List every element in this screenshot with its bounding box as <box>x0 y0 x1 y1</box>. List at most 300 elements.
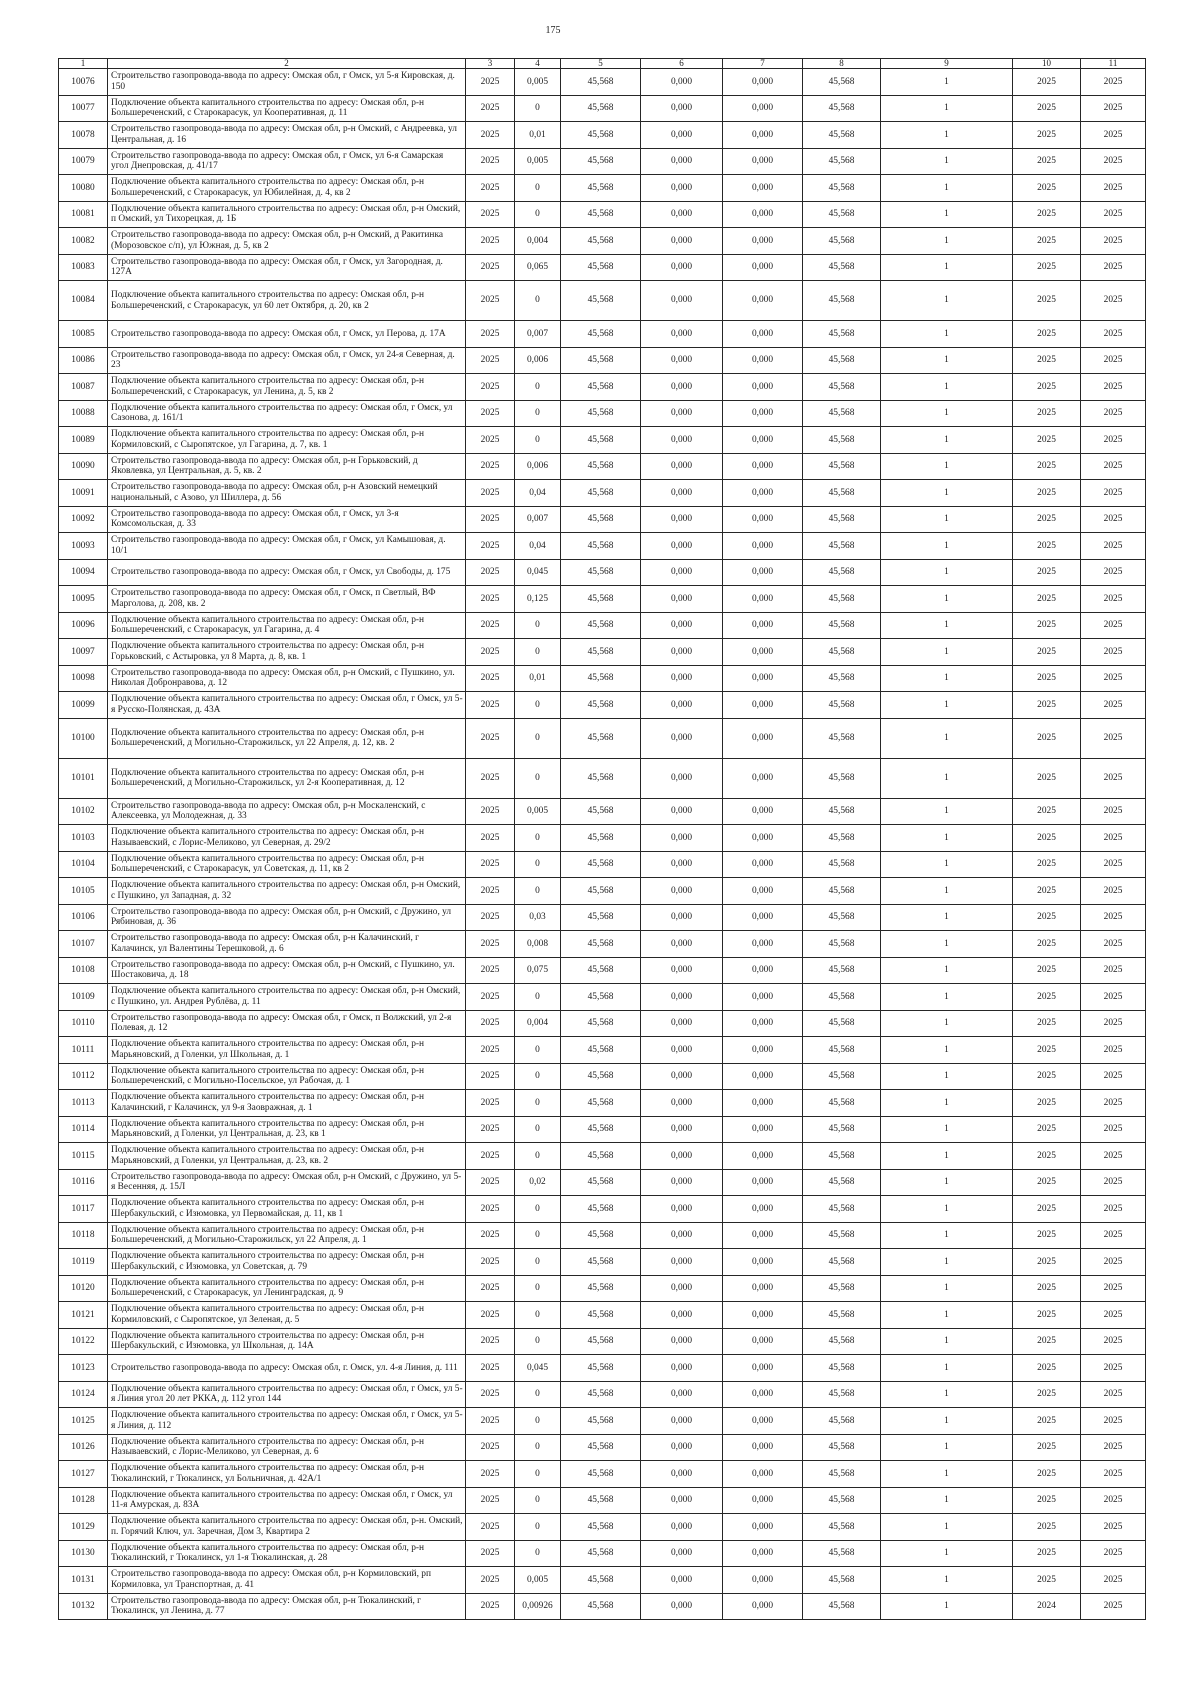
cell-col-10: 2025 <box>1013 692 1081 719</box>
table-row <box>59 1514 1146 1541</box>
table-header <box>59 59 1146 69</box>
cell-col-9: 1 <box>881 904 1013 931</box>
header-cell-9: 9 <box>881 59 1013 69</box>
cell-col-9: 1 <box>881 1328 1013 1355</box>
cell-col-8: 45,568 <box>803 612 881 639</box>
cell-col-9: 1 <box>881 1408 1013 1435</box>
cell-id: 10127 <box>59 1461 108 1488</box>
table-row <box>59 95 1146 122</box>
cell-col-4: 0 <box>515 374 561 401</box>
cell-col-11: 2025 <box>1081 533 1146 560</box>
cell-col-10: 2025 <box>1013 281 1081 321</box>
cell-id: 10128 <box>59 1487 108 1514</box>
cell-col-10: 2025 <box>1013 347 1081 374</box>
cell-col-3: 2025 <box>466 321 515 348</box>
cell-col-5: 45,568 <box>561 1302 641 1329</box>
cell-col-11: 2025 <box>1081 175 1146 202</box>
cell-col-7: 0,000 <box>723 1381 803 1408</box>
cell-id: 10098 <box>59 665 108 692</box>
cell-col-8: 45,568 <box>803 175 881 202</box>
cell-id: 10087 <box>59 374 108 401</box>
cell-description: Строительство газопровода-ввода по адресу: Омская обл, р-н Азовский немецкий национальный, с Азово, ул Шиллера, д. 56 <box>108 480 466 507</box>
cell-col-6: 0,000 <box>641 1249 723 1276</box>
cell-col-4: 0,004 <box>515 1010 561 1037</box>
cell-description: Подключение объекта капитального строительства по адресу: Омская обл, р-н Большереченский, с Могильно-Посельское, ул Рабочая, д. 1 <box>108 1063 466 1090</box>
table-row <box>59 1434 1146 1461</box>
cell-col-10: 2025 <box>1013 878 1081 905</box>
cell-col-10: 2025 <box>1013 1143 1081 1170</box>
cell-col-5: 45,568 <box>561 559 641 586</box>
cell-col-9: 1 <box>881 400 1013 427</box>
cell-col-7: 0,000 <box>723 254 803 281</box>
cell-col-4: 0 <box>515 1249 561 1276</box>
cell-col-6: 0,000 <box>641 1010 723 1037</box>
cell-description: Строительство газопровода-ввода по адресу: Омская обл, г Омск, ул Перова, д. 17А <box>108 321 466 348</box>
cell-col-9: 1 <box>881 228 1013 255</box>
table-row <box>59 718 1146 758</box>
cell-col-6: 0,000 <box>641 639 723 666</box>
table-row <box>59 400 1146 427</box>
cell-col-7: 0,000 <box>723 453 803 480</box>
cell-description: Подключение объекта капитального строительства по адресу: Омская обл, р-н Марьяновский, д Голенки, ул Центральная, д. 23, кв. 2 <box>108 1143 466 1170</box>
cell-col-11: 2025 <box>1081 904 1146 931</box>
cell-col-3: 2025 <box>466 758 515 798</box>
cell-col-3: 2025 <box>466 904 515 931</box>
cell-col-5: 45,568 <box>561 1461 641 1488</box>
cell-col-10: 2025 <box>1013 904 1081 931</box>
cell-id: 10112 <box>59 1063 108 1090</box>
cell-col-11: 2025 <box>1081 148 1146 175</box>
cell-col-10: 2025 <box>1013 201 1081 228</box>
table-row <box>59 612 1146 639</box>
cell-col-10: 2025 <box>1013 1434 1081 1461</box>
cell-col-11: 2025 <box>1081 95 1146 122</box>
cell-col-5: 45,568 <box>561 533 641 560</box>
table-row <box>59 1302 1146 1329</box>
cell-description: Подключение объекта капитального строительства по адресу: Омская обл, р-н Большереченский, с Старокарасук, ул Ленина, д. 5, кв 2 <box>108 374 466 401</box>
cell-col-6: 0,000 <box>641 612 723 639</box>
cell-col-10: 2025 <box>1013 559 1081 586</box>
cell-col-11: 2025 <box>1081 665 1146 692</box>
cell-col-11: 2025 <box>1081 1434 1146 1461</box>
cell-col-5: 45,568 <box>561 1063 641 1090</box>
cell-description: Подключение объекта капитального строительства по адресу: Омская обл, г Омск, ул 5-я Русско-Полянская, д. 43А <box>108 692 466 719</box>
cell-col-11: 2025 <box>1081 347 1146 374</box>
cell-col-8: 45,568 <box>803 374 881 401</box>
cell-col-11: 2025 <box>1081 878 1146 905</box>
cell-col-3: 2025 <box>466 1037 515 1064</box>
cell-id: 10078 <box>59 122 108 149</box>
cell-col-5: 45,568 <box>561 1222 641 1249</box>
cell-col-6: 0,000 <box>641 1434 723 1461</box>
cell-col-9: 1 <box>881 878 1013 905</box>
cell-col-4: 0 <box>515 1037 561 1064</box>
cell-col-4: 0,02 <box>515 1169 561 1196</box>
cell-col-6: 0,000 <box>641 798 723 825</box>
cell-col-8: 45,568 <box>803 1567 881 1594</box>
cell-col-3: 2025 <box>466 1434 515 1461</box>
cell-col-7: 0,000 <box>723 1461 803 1488</box>
cell-description: Строительство газопровода-ввода по адресу: Омская обл, р-н Омский, с Пушкино, ул. Шостаковича, д. 18 <box>108 957 466 984</box>
cell-description: Строительство газопровода-ввода по адресу: Омская обл, г Омск, ул 3-я Комсомольская, д. 33 <box>108 506 466 533</box>
cell-col-11: 2025 <box>1081 758 1146 798</box>
cell-id: 10088 <box>59 400 108 427</box>
cell-col-4: 0 <box>515 1514 561 1541</box>
cell-col-5: 45,568 <box>561 1567 641 1594</box>
cell-col-8: 45,568 <box>803 851 881 878</box>
cell-col-9: 1 <box>881 825 1013 852</box>
cell-col-4: 0 <box>515 612 561 639</box>
cell-id: 10096 <box>59 612 108 639</box>
cell-col-4: 0 <box>515 427 561 454</box>
cell-col-9: 1 <box>881 1116 1013 1143</box>
cell-col-4: 0 <box>515 1090 561 1117</box>
cell-col-7: 0,000 <box>723 201 803 228</box>
cell-col-8: 45,568 <box>803 1196 881 1223</box>
cell-description: Строительство газопровода-ввода по адресу: Омская обл, р-н Омский, с Дружино, ул Рябиновая, д. 36 <box>108 904 466 931</box>
cell-id: 10080 <box>59 175 108 202</box>
cell-id: 10084 <box>59 281 108 321</box>
cell-col-5: 45,568 <box>561 1514 641 1541</box>
cell-col-8: 45,568 <box>803 347 881 374</box>
cell-col-3: 2025 <box>466 931 515 958</box>
cell-col-6: 0,000 <box>641 1461 723 1488</box>
table-row <box>59 692 1146 719</box>
cell-col-6: 0,000 <box>641 1593 723 1620</box>
cell-col-6: 0,000 <box>641 1090 723 1117</box>
cell-col-11: 2025 <box>1081 69 1146 96</box>
header-cell-11: 11 <box>1081 59 1146 69</box>
cell-description: Подключение объекта капитального строительства по адресу: Омская обл, г Омск, ул Сазонова, д. 161/1 <box>108 400 466 427</box>
cell-col-9: 1 <box>881 480 1013 507</box>
cell-col-5: 45,568 <box>561 984 641 1011</box>
table-row <box>59 1196 1146 1223</box>
cell-col-11: 2025 <box>1081 1196 1146 1223</box>
table-row <box>59 1169 1146 1196</box>
cell-col-10: 2025 <box>1013 254 1081 281</box>
cell-col-9: 1 <box>881 453 1013 480</box>
cell-col-8: 45,568 <box>803 1408 881 1435</box>
cell-col-4: 0 <box>515 1302 561 1329</box>
cell-col-11: 2025 <box>1081 1302 1146 1329</box>
cell-col-7: 0,000 <box>723 1169 803 1196</box>
header-cell-8: 8 <box>803 59 881 69</box>
cell-id: 10105 <box>59 878 108 905</box>
cell-col-11: 2025 <box>1081 798 1146 825</box>
table-row <box>59 175 1146 202</box>
cell-col-10: 2025 <box>1013 1514 1081 1541</box>
cell-col-10: 2025 <box>1013 1010 1081 1037</box>
cell-col-5: 45,568 <box>561 1090 641 1117</box>
cell-col-5: 45,568 <box>561 1116 641 1143</box>
cell-col-9: 1 <box>881 69 1013 96</box>
cell-col-10: 2025 <box>1013 506 1081 533</box>
cell-col-10: 2025 <box>1013 931 1081 958</box>
cell-col-9: 1 <box>881 427 1013 454</box>
cell-col-3: 2025 <box>466 586 515 613</box>
cell-id: 10085 <box>59 321 108 348</box>
cell-col-7: 0,000 <box>723 480 803 507</box>
cell-id: 10091 <box>59 480 108 507</box>
cell-description: Подключение объекта капитального строительства по адресу: Омская обл, р-н Большереченский, с Старокарасук, ул Гагарина, д. 4 <box>108 612 466 639</box>
cell-col-10: 2025 <box>1013 1037 1081 1064</box>
cell-col-9: 1 <box>881 374 1013 401</box>
table-row <box>59 427 1146 454</box>
cell-description: Подключение объекта капитального строительства по адресу: Омская обл, р-н Шербакульский, с Изюмовка, ул Первомайская, д. 11, кв 1 <box>108 1196 466 1223</box>
cell-col-5: 45,568 <box>561 957 641 984</box>
table-row <box>59 228 1146 255</box>
cell-col-3: 2025 <box>466 1381 515 1408</box>
cell-col-6: 0,000 <box>641 254 723 281</box>
cell-description: Строительство газопровода-ввода по адресу: Омская обл, г. Омск, ул. 4-я Линия, д. 111 <box>108 1355 466 1382</box>
cell-col-3: 2025 <box>466 148 515 175</box>
cell-description: Подключение объекта капитального строительства по адресу: Омская обл, р-н Называевский, с Лорис-Меликово, ул Северная, д. 6 <box>108 1434 466 1461</box>
cell-col-11: 2025 <box>1081 1355 1146 1382</box>
header-cell-7: 7 <box>723 59 803 69</box>
cell-description: Подключение объекта капитального строительства по адресу: Омская обл, р-н Большереченский, с Старокарасук, ул Юбилейная, д. 4, кв 2 <box>108 175 466 202</box>
cell-col-9: 1 <box>881 321 1013 348</box>
cell-col-11: 2025 <box>1081 427 1146 454</box>
cell-col-4: 0 <box>515 718 561 758</box>
cell-id: 10115 <box>59 1143 108 1170</box>
cell-col-5: 45,568 <box>561 692 641 719</box>
cell-col-8: 45,568 <box>803 665 881 692</box>
cell-id: 10090 <box>59 453 108 480</box>
cell-col-7: 0,000 <box>723 148 803 175</box>
cell-col-9: 1 <box>881 1434 1013 1461</box>
cell-col-11: 2025 <box>1081 1143 1146 1170</box>
cell-col-9: 1 <box>881 1355 1013 1382</box>
cell-col-3: 2025 <box>466 1540 515 1567</box>
cell-col-8: 45,568 <box>803 1514 881 1541</box>
cell-id: 10132 <box>59 1593 108 1620</box>
cell-col-3: 2025 <box>466 1196 515 1223</box>
cell-col-11: 2025 <box>1081 692 1146 719</box>
cell-col-6: 0,000 <box>641 480 723 507</box>
cell-description: Подключение объекта капитального строительства по адресу: Омская обл, г Омск, ул 5-я Линия угол 20 лет РККА, д. 112 угол 144 <box>108 1381 466 1408</box>
table-row <box>59 347 1146 374</box>
cell-col-6: 0,000 <box>641 1037 723 1064</box>
table-row <box>59 1222 1146 1249</box>
cell-col-11: 2025 <box>1081 506 1146 533</box>
cell-col-10: 2025 <box>1013 586 1081 613</box>
cell-col-11: 2025 <box>1081 1169 1146 1196</box>
cell-col-9: 1 <box>881 639 1013 666</box>
cell-col-7: 0,000 <box>723 1090 803 1117</box>
cell-id: 10095 <box>59 586 108 613</box>
cell-col-11: 2025 <box>1081 1328 1146 1355</box>
cell-id: 10131 <box>59 1567 108 1594</box>
cell-col-9: 1 <box>881 1302 1013 1329</box>
table-row <box>59 374 1146 401</box>
cell-col-5: 45,568 <box>561 1487 641 1514</box>
cell-col-6: 0,000 <box>641 400 723 427</box>
cell-col-11: 2025 <box>1081 374 1146 401</box>
cell-col-5: 45,568 <box>561 612 641 639</box>
cell-col-7: 0,000 <box>723 374 803 401</box>
cell-description: Подключение объекта капитального строительства по адресу: Омская обл, р-н Горьковский, с Астыровка, ул 8 Марта, д. 8, кв. 1 <box>108 639 466 666</box>
cell-col-4: 0 <box>515 758 561 798</box>
cell-col-8: 45,568 <box>803 1222 881 1249</box>
cell-col-10: 2025 <box>1013 228 1081 255</box>
cell-id: 10130 <box>59 1540 108 1567</box>
cell-col-8: 45,568 <box>803 904 881 931</box>
cell-col-3: 2025 <box>466 825 515 852</box>
cell-col-3: 2025 <box>466 1514 515 1541</box>
cell-col-9: 1 <box>881 1063 1013 1090</box>
cell-col-8: 45,568 <box>803 1116 881 1143</box>
cell-col-5: 45,568 <box>561 228 641 255</box>
cell-id: 10097 <box>59 639 108 666</box>
table-row <box>59 957 1146 984</box>
cell-col-11: 2025 <box>1081 1037 1146 1064</box>
cell-description: Подключение объекта капитального строительства по адресу: Омская обл, р-н. Омский, п. Горячий Ключ, ул. Заречная, Дом 3, Квартира 2 <box>108 1514 466 1541</box>
cell-description: Строительство газопровода-ввода по адресу: Омская обл, г Омск, п Светлый, ВФ Марголова, д. 208, кв. 2 <box>108 586 466 613</box>
table-row <box>59 480 1146 507</box>
cell-col-6: 0,000 <box>641 758 723 798</box>
cell-col-10: 2025 <box>1013 1461 1081 1488</box>
cell-col-4: 0,045 <box>515 559 561 586</box>
cell-col-10: 2025 <box>1013 480 1081 507</box>
cell-col-7: 0,000 <box>723 984 803 1011</box>
cell-col-9: 1 <box>881 1090 1013 1117</box>
cell-col-6: 0,000 <box>641 201 723 228</box>
table-row <box>59 1355 1146 1382</box>
cell-col-10: 2025 <box>1013 718 1081 758</box>
cell-col-5: 45,568 <box>561 798 641 825</box>
cell-col-9: 1 <box>881 148 1013 175</box>
table-row <box>59 1540 1146 1567</box>
cell-col-9: 1 <box>881 95 1013 122</box>
cell-col-8: 45,568 <box>803 1010 881 1037</box>
cell-col-10: 2025 <box>1013 1090 1081 1117</box>
cell-col-4: 0,03 <box>515 904 561 931</box>
cell-col-9: 1 <box>881 1143 1013 1170</box>
cell-col-8: 45,568 <box>803 254 881 281</box>
cell-col-6: 0,000 <box>641 347 723 374</box>
cell-id: 10129 <box>59 1514 108 1541</box>
cell-col-7: 0,000 <box>723 1249 803 1276</box>
cell-description: Строительство газопровода-ввода по адресу: Омская обл, г Омск, ул Свободы, д. 175 <box>108 559 466 586</box>
cell-col-8: 45,568 <box>803 957 881 984</box>
cell-col-3: 2025 <box>466 851 515 878</box>
cell-description: Подключение объекта капитального строительства по адресу: Омская обл, р-н Марьяновский, д Голенки, ул Центральная, д. 23, кв 1 <box>108 1116 466 1143</box>
cell-id: 10124 <box>59 1381 108 1408</box>
cell-col-6: 0,000 <box>641 1408 723 1435</box>
cell-col-9: 1 <box>881 347 1013 374</box>
cell-col-6: 0,000 <box>641 95 723 122</box>
page-number: 175 <box>545 25 561 36</box>
cell-col-9: 1 <box>881 984 1013 1011</box>
cell-col-4: 0 <box>515 851 561 878</box>
cell-col-11: 2025 <box>1081 825 1146 852</box>
cell-col-6: 0,000 <box>641 1116 723 1143</box>
cell-col-10: 2025 <box>1013 1063 1081 1090</box>
cell-col-5: 45,568 <box>561 586 641 613</box>
cell-col-7: 0,000 <box>723 957 803 984</box>
cell-col-7: 0,000 <box>723 1540 803 1567</box>
cell-col-8: 45,568 <box>803 400 881 427</box>
cell-col-10: 2025 <box>1013 1355 1081 1382</box>
cell-description: Подключение объекта капитального строительства по адресу: Омская обл, р-н Большереченский, с Старокарасук, ул Ленинградская, д. 9 <box>108 1275 466 1302</box>
cell-col-11: 2025 <box>1081 1116 1146 1143</box>
cell-col-6: 0,000 <box>641 718 723 758</box>
cell-id: 10113 <box>59 1090 108 1117</box>
cell-col-3: 2025 <box>466 984 515 1011</box>
cell-col-11: 2025 <box>1081 957 1146 984</box>
cell-id: 10081 <box>59 201 108 228</box>
cell-col-4: 0,005 <box>515 69 561 96</box>
cell-col-3: 2025 <box>466 122 515 149</box>
cell-col-7: 0,000 <box>723 1408 803 1435</box>
cell-col-4: 0,005 <box>515 798 561 825</box>
cell-col-11: 2025 <box>1081 1593 1146 1620</box>
cell-col-5: 45,568 <box>561 1010 641 1037</box>
header-cell-6: 6 <box>641 59 723 69</box>
cell-col-5: 45,568 <box>561 122 641 149</box>
cell-col-6: 0,000 <box>641 878 723 905</box>
cell-col-9: 1 <box>881 758 1013 798</box>
cell-description: Строительство газопровода-ввода по адресу: Омская обл, р-н Омский, с Пушкино, ул. Николая Добронравова, д. 12 <box>108 665 466 692</box>
cell-col-6: 0,000 <box>641 148 723 175</box>
cell-col-7: 0,000 <box>723 506 803 533</box>
cell-col-3: 2025 <box>466 1408 515 1435</box>
cell-col-7: 0,000 <box>723 533 803 560</box>
table-row <box>59 851 1146 878</box>
cell-col-8: 45,568 <box>803 984 881 1011</box>
cell-col-5: 45,568 <box>561 825 641 852</box>
cell-description: Подключение объекта капитального строительства по адресу: Омская обл, р-н Калачинский, г Калачинск, ул 9-я Заовражная, д. 1 <box>108 1090 466 1117</box>
cell-col-4: 0 <box>515 1222 561 1249</box>
cell-col-9: 1 <box>881 1169 1013 1196</box>
cell-col-11: 2025 <box>1081 122 1146 149</box>
cell-col-4: 0,01 <box>515 665 561 692</box>
cell-col-10: 2025 <box>1013 1540 1081 1567</box>
cell-col-11: 2025 <box>1081 281 1146 321</box>
table-row <box>59 1037 1146 1064</box>
cell-col-3: 2025 <box>466 1461 515 1488</box>
cell-col-10: 2025 <box>1013 374 1081 401</box>
cell-col-9: 1 <box>881 1222 1013 1249</box>
cell-col-6: 0,000 <box>641 559 723 586</box>
cell-col-9: 1 <box>881 586 1013 613</box>
cell-col-8: 45,568 <box>803 480 881 507</box>
table-row <box>59 825 1146 852</box>
cell-col-5: 45,568 <box>561 201 641 228</box>
cell-col-6: 0,000 <box>641 1222 723 1249</box>
cell-description: Строительство газопровода-ввода по адресу: Омская обл, р-н Омский, д Ракитинка (Морозовское с/п), ул Южная, д. 5, кв 2 <box>108 228 466 255</box>
cell-col-8: 45,568 <box>803 1169 881 1196</box>
cell-col-5: 45,568 <box>561 1196 641 1223</box>
table-row <box>59 1487 1146 1514</box>
cell-col-6: 0,000 <box>641 1540 723 1567</box>
cell-col-5: 45,568 <box>561 1540 641 1567</box>
cell-col-3: 2025 <box>466 480 515 507</box>
cell-col-10: 2025 <box>1013 1408 1081 1435</box>
cell-id: 10122 <box>59 1328 108 1355</box>
cell-description: Подключение объекта капитального строительства по адресу: Омская обл, р-н Большереченский, с Старокарасук, ул 60 лет Октября, д. 20, кв 2 <box>108 281 466 321</box>
cell-col-4: 0,045 <box>515 1355 561 1382</box>
cell-col-10: 2025 <box>1013 321 1081 348</box>
cell-col-8: 45,568 <box>803 1063 881 1090</box>
cell-col-11: 2025 <box>1081 254 1146 281</box>
cell-col-7: 0,000 <box>723 1037 803 1064</box>
cell-col-5: 45,568 <box>561 95 641 122</box>
cell-id: 10111 <box>59 1037 108 1064</box>
cell-col-7: 0,000 <box>723 95 803 122</box>
cell-col-6: 0,000 <box>641 1567 723 1594</box>
cell-id: 10082 <box>59 228 108 255</box>
